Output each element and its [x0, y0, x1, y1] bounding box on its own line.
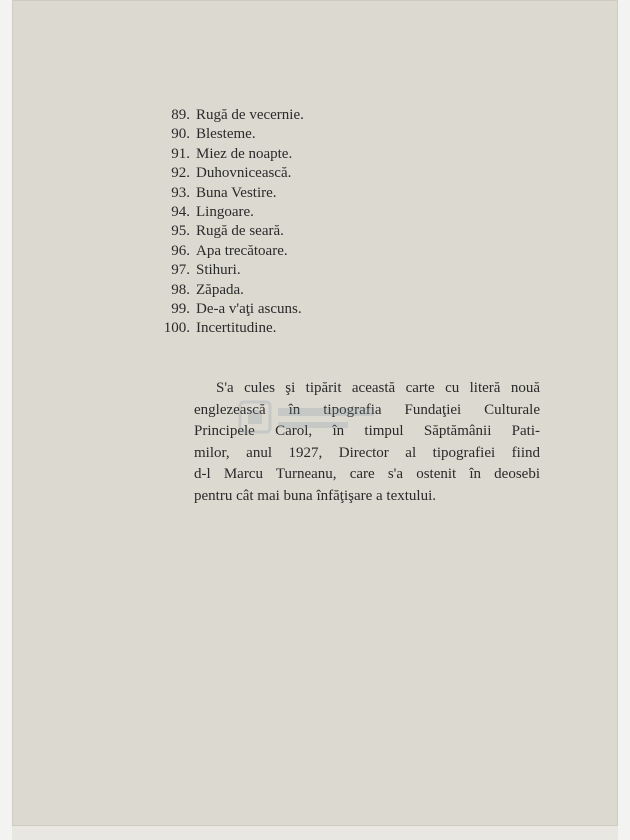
- toc-entry: [152, 281, 412, 300]
- colophon-line: S'a cules şi tipărit această carte cu literă nouă: [216, 380, 540, 396]
- page-bottom-edge: [12, 826, 618, 840]
- colophon-line: milor, anul 1927, Director al tipografiei fiind: [194, 444, 540, 461]
- toc-entry-number: 96.: [171, 242, 190, 259]
- toc-entry-title: Incertitudine.: [196, 320, 277, 337]
- toc-entry-number: 95.: [171, 223, 190, 240]
- toc-entry-number: 99.: [171, 300, 190, 317]
- colophon-line: Principele Carol, în timpul Săptămânii Pati-: [194, 423, 540, 439]
- table-of-contents: [152, 106, 412, 339]
- toc-entry: [152, 145, 412, 164]
- toc-entry-title: Duhovnicească.: [196, 165, 292, 182]
- toc-entry-title: Rugă de vecernie.: [196, 107, 304, 123]
- toc-entry: [152, 184, 412, 203]
- toc-entry: [152, 203, 412, 222]
- toc-entry: [152, 319, 412, 338]
- toc-entry-title: Zăpada.: [196, 281, 244, 298]
- toc-entry: [152, 222, 412, 241]
- toc-entry-number: 89.: [171, 107, 190, 123]
- toc-entry-number: 93.: [171, 184, 190, 201]
- toc-entry: [152, 300, 412, 319]
- toc-entry-number: 90.: [171, 126, 190, 143]
- toc-entry-number: 100.: [163, 320, 190, 337]
- colophon-line: pentru cât mai buna înfăţişare a textului.: [194, 487, 436, 504]
- toc-entry-number: 98.: [171, 281, 190, 298]
- colophon-paragraph: [194, 378, 540, 507]
- colophon-line: d-l Marcu Turneanu, care s'a ostenit în deosebi: [194, 466, 540, 482]
- toc-entry-title: Buna Vestire.: [196, 184, 277, 201]
- colophon-line: englezească în tipografia Fundaţiei Culturale: [194, 401, 540, 418]
- toc-entry-number: 94.: [171, 203, 190, 220]
- toc-entry-number: 91.: [171, 145, 190, 162]
- toc-entry-title: Blesteme.: [196, 126, 256, 143]
- toc-entry: [152, 261, 412, 280]
- toc-entry: [152, 164, 412, 183]
- toc-entry-title: Miez de noapte.: [196, 145, 293, 162]
- toc-entry-number: 97.: [171, 262, 190, 279]
- book-page: [12, 0, 618, 826]
- toc-entry: [152, 242, 412, 261]
- toc-entry-title: Stihuri.: [196, 262, 241, 279]
- toc-entry-number: 92.: [171, 165, 190, 182]
- toc-entry: [152, 106, 412, 125]
- toc-entry-title: De-a v'aţi ascuns.: [196, 300, 302, 317]
- toc-entry-title: Lingoare.: [196, 203, 254, 220]
- toc-entry-title: Rugă de seară.: [196, 223, 284, 240]
- toc-entry: [152, 125, 412, 144]
- toc-entry-title: Apa trecătoare.: [196, 242, 288, 259]
